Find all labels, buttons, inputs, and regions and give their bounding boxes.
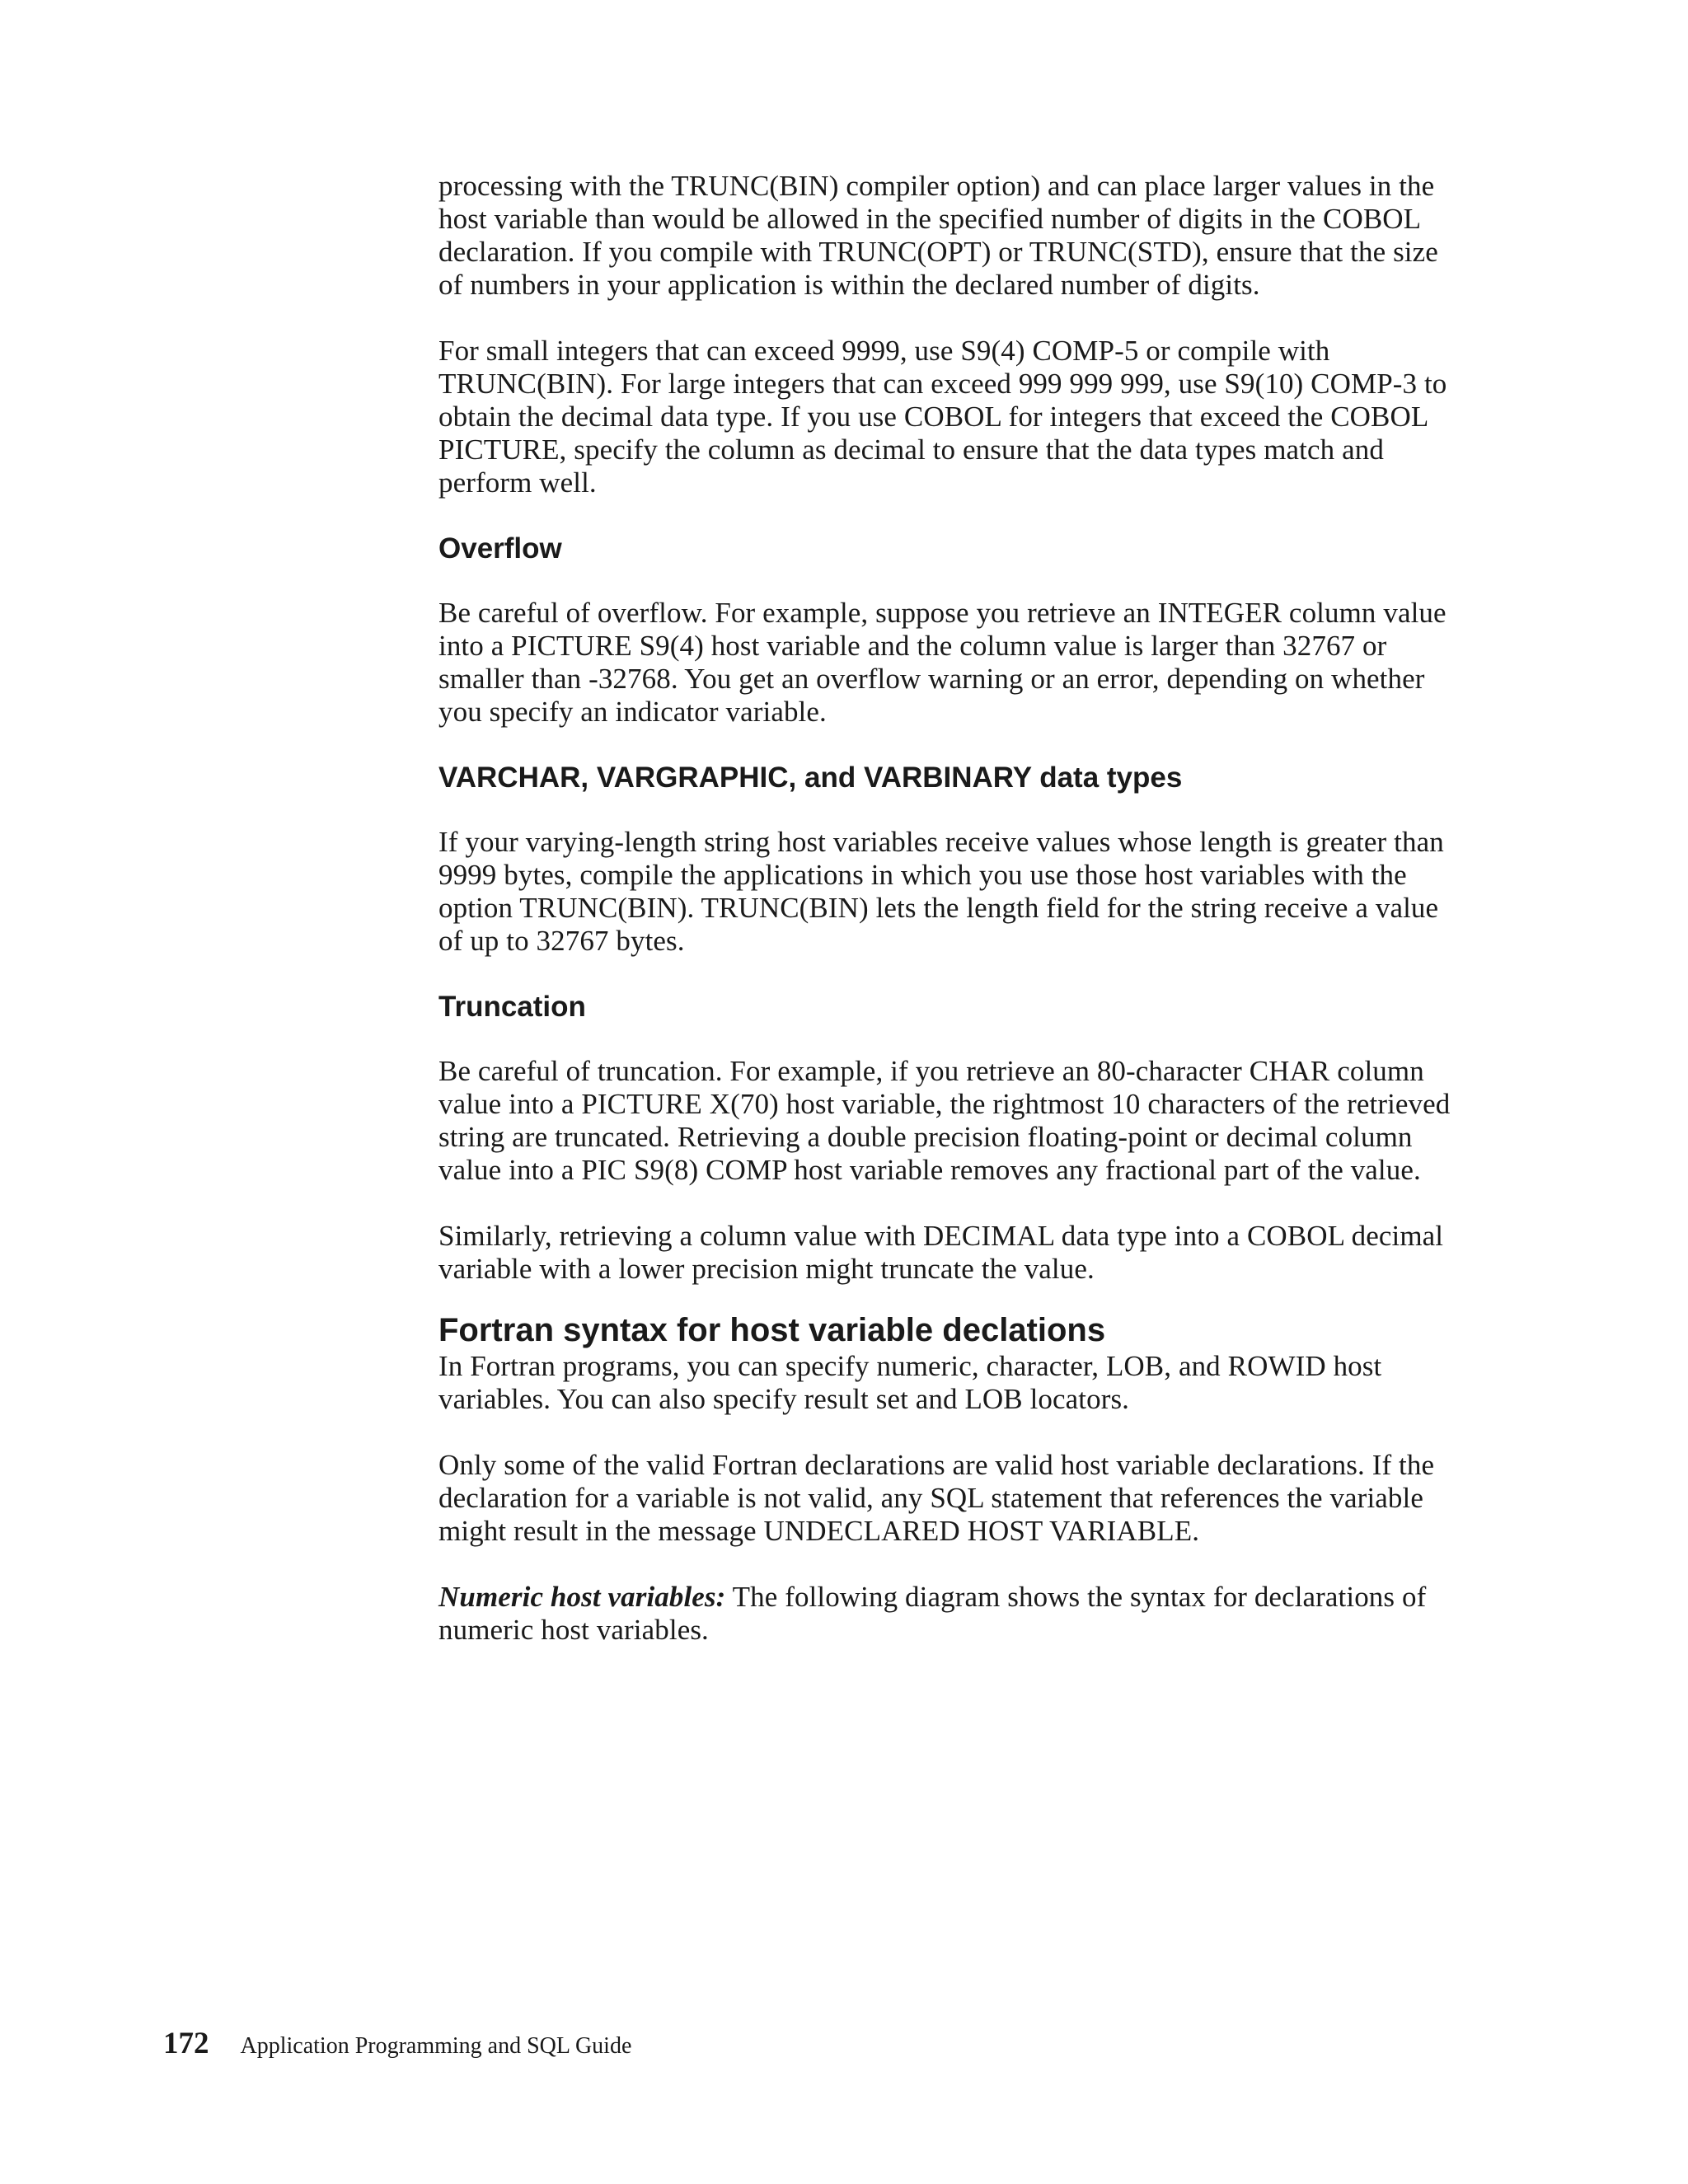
paragraph-decimal-truncation: Similarly, retrieving a column value with DECIMAL data type into a COBOL decimal variable with a lower precision might truncate the value. [438,1220,1444,1285]
paragraph-varchar: If your varying-length string host variables receive values whose length is greater than 9999 bytes, compile the applications in which you use those host variables with the option TRUNC(BIN). TRUNC(BIN) lets the length field for the string receive a value of up to 32767 bytes. [438,826,1444,957]
paragraph-fortran-declarations: Only some of the valid Fortran declarations are valid host variable declarations. If the declaration for a variable is not valid, any SQL statement that references the variable might result in the message UNDECLARED HOST VARIABLE. [438,1449,1435,1547]
heading-varchar: VARCHAR, VARGRAPHIC, and VARBINARY data types [438,762,1183,794]
numeric-host-variables-label: Numeric host variables: [438,1581,726,1613]
page-number: 172 [163,2027,209,2060]
paragraph-numeric-host-variables [438,1581,1461,1647]
heading-fortran-syntax: Fortran syntax for host variable declations [438,1312,1106,1348]
book-title: Application Programming and SQL Guide [240,2033,632,2059]
page-footer [163,2026,631,2061]
numeric-host-variables-text: The following diagram shows the syntax for declarations of numeric host variables. [438,1581,1427,1646]
paragraph-overflow: Be careful of overflow. For example, suppose you retrieve an INTEGER column value into a PICTURE S9(4) host variable and the column value is larger than 32767 or smaller than -32768. You get an overflow warning or an error, depending on whether you specify an indicator variable. [438,597,1447,728]
paragraph-truncation: Be careful of truncation. For example, if you retrieve an 80-character CHAR column value into a PICTURE X(70) host variable, the rightmost 10 characters of the retrieved string are truncated. Retrieving a double precision floating-point or decimal column value into a PIC S9(8) COMP host variable removes any fractional part of the value. [438,1055,1451,1186]
page-body [438,170,1461,1680]
heading-truncation: Truncation [438,991,586,1023]
paragraph-small-integers: For small integers that can exceed 9999, use S9(4) COMP-5 or compile with TRUNC(BIN). For large integers that can exceed 999 999 999, use S9(10) COMP-3 to obtain the decimal data type. If you use COBOL for integers that exceed the COBOL PICTURE, specify the column as decimal to ensure that the data types match and perform well. [438,335,1447,499]
paragraph-trunc-bin: processing with the TRUNC(BIN) compiler option) and can place larger values in the host variable than would be allowed in the specified number of digits in the COBOL declaration. If you compile with TRUNC(OPT) or TRUNC(STD), ensure that the size of numbers in your application is within the declared number of digits. [438,170,1438,301]
paragraph-fortran-intro: In Fortran programs, you can specify numeric, character, LOB, and ROWID host variables. You can also specify result set and LOB locators. [438,1350,1382,1415]
heading-overflow: Overflow [438,532,562,565]
